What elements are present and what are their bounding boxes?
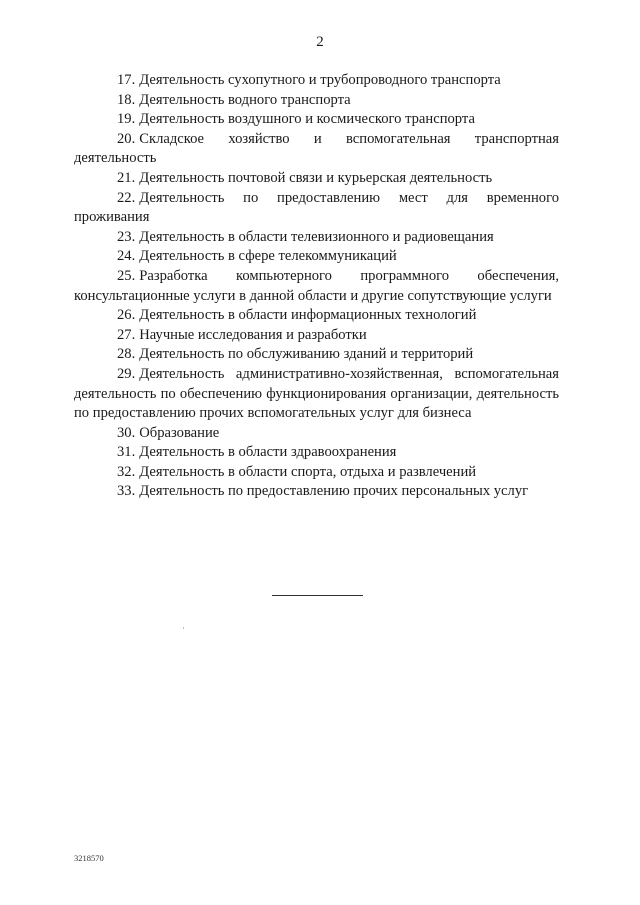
list-item [74, 424, 559, 444]
item-number: 26. [117, 307, 136, 324]
item-number: 19. [117, 111, 136, 128]
item-text: Деятельность по предоставлению мест для временного проживания [74, 189, 559, 226]
item-number: 32. [117, 463, 136, 480]
item-number: 31. [117, 444, 136, 461]
item-number: 30. [117, 424, 136, 441]
list-item [74, 110, 559, 130]
page-number: 2 [316, 34, 324, 50]
item-text: Деятельность воздушного и космического транспорта [139, 111, 475, 128]
item-text: Складское хозяйство и вспомогательная транспортная деятельность [74, 130, 559, 167]
item-number: 22. [117, 189, 136, 206]
scan-dot [183, 627, 184, 629]
item-number: 17. [117, 72, 136, 88]
list-item [74, 189, 559, 228]
item-text: Деятельность административно-хозяйственная, вспомогательная деятельность по обеспечению функционирования организации, деятельность по предоставлению прочих вспомогательных услуг для бизнеса [74, 365, 559, 422]
item-number: 18. [117, 91, 136, 108]
item-number: 29. [117, 365, 136, 382]
list-item [74, 91, 559, 111]
item-text: Деятельность в области здравоохранения [139, 444, 397, 461]
item-text: Деятельность по предоставлению прочих персональных услуг [139, 483, 529, 500]
list-item [74, 267, 559, 306]
item-text: Деятельность в области спорта, отдыха и развлечений [139, 463, 477, 480]
list-item [74, 228, 559, 248]
item-text: Образование [139, 424, 220, 441]
item-number: 28. [117, 346, 136, 363]
item-number: 20. [117, 130, 136, 147]
item-text: Деятельность в области телевизионного и радиовещания [139, 228, 494, 245]
item-text: Научные исследования и разработки [139, 326, 367, 343]
list-item [74, 482, 559, 502]
list-item [74, 247, 559, 267]
list-item [74, 306, 559, 326]
list-item [74, 365, 559, 424]
item-number: 33. [117, 483, 136, 500]
item-text: Деятельность сухопутного и трубопроводного транспорта [139, 72, 501, 88]
list-item [74, 443, 559, 463]
list-item [74, 130, 559, 169]
end-separator-line [272, 595, 363, 596]
item-text: Деятельность водного транспорта [139, 91, 351, 108]
item-text: Деятельность по обслуживанию зданий и территорий [139, 346, 474, 363]
item-text: Разработка компьютерного программного обеспечения, консультационные услуги в данной области и другие сопутствующие услуги [74, 267, 559, 304]
list-item [74, 463, 559, 483]
item-number: 27. [117, 326, 136, 343]
item-text: Деятельность в области информационных технологий [139, 307, 477, 324]
item-text: Деятельность почтовой связи и курьерская деятельность [139, 169, 493, 186]
item-number: 24. [117, 248, 136, 265]
list-item [74, 71, 559, 91]
item-text: Деятельность в сфере телекоммуникаций [139, 248, 397, 265]
activity-list [74, 71, 559, 502]
list-item [74, 326, 559, 346]
item-number: 21. [117, 169, 136, 186]
document-code: 3218570 [74, 853, 104, 863]
item-number: 25. [117, 267, 136, 284]
item-number: 23. [117, 228, 136, 245]
list-item [74, 345, 559, 365]
list-item [74, 169, 559, 189]
